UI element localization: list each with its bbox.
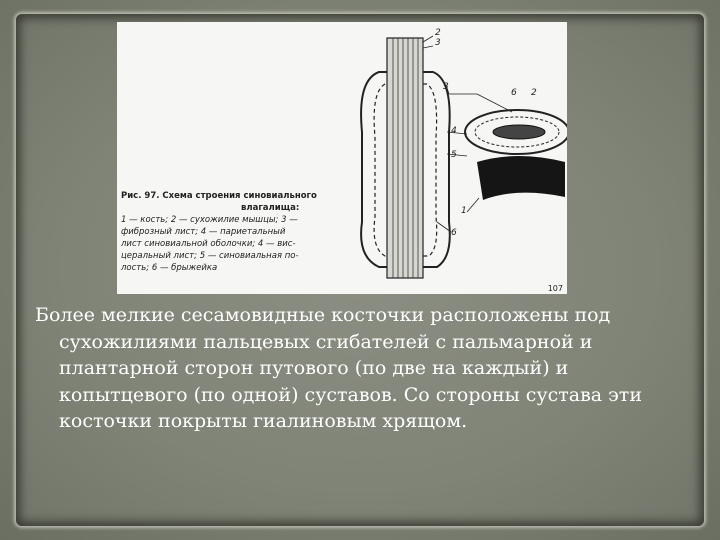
- label-6: 6: [451, 228, 457, 238]
- caption-legend-line: лист синовиальной оболочки; 4 — вис-: [121, 239, 296, 249]
- label-5: 5: [451, 150, 457, 160]
- figure-labels-tendon: [435, 28, 441, 48]
- label-3-section: 3: [443, 82, 449, 92]
- caption-title-line1: Рис. 97. Схема строения синовиального: [121, 191, 317, 201]
- label-1: 1: [461, 206, 467, 216]
- page-number: 107: [547, 284, 563, 293]
- body-paragraph: Более мелкие сесамовидные косточки расположены под сухожилиями пальцевых сгибателей с пальмарной и плантарной сторон путового (по две на каждый) и копытцевого (по одной) суставов. Со стороны сустава эти косточки покрыты гиалиновым хрящом.: [35, 304, 642, 432]
- label-4: 4: [451, 126, 457, 136]
- figure-image: [117, 22, 567, 294]
- label-3: 3: [435, 38, 441, 48]
- cross-section-tendon: [493, 125, 545, 139]
- label-2: 2: [435, 28, 441, 38]
- label-2-section: 2: [531, 88, 537, 98]
- caption-legend-line: церальный лист; 5 — синовиальная по-: [121, 251, 299, 261]
- caption-legend-line: фиброзный лист; 4 — париетальный: [121, 227, 286, 237]
- label-6-section: 6: [511, 88, 517, 98]
- caption-legend-line: лость; 6 — брыжейка: [121, 263, 218, 273]
- figure-caption: [121, 190, 361, 274]
- bone-block: [477, 156, 565, 200]
- caption-legend-line: 1 — кость; 2 — сухожилие мышцы; 3 —: [121, 215, 298, 225]
- caption-title-line2: влагалища:: [241, 203, 300, 213]
